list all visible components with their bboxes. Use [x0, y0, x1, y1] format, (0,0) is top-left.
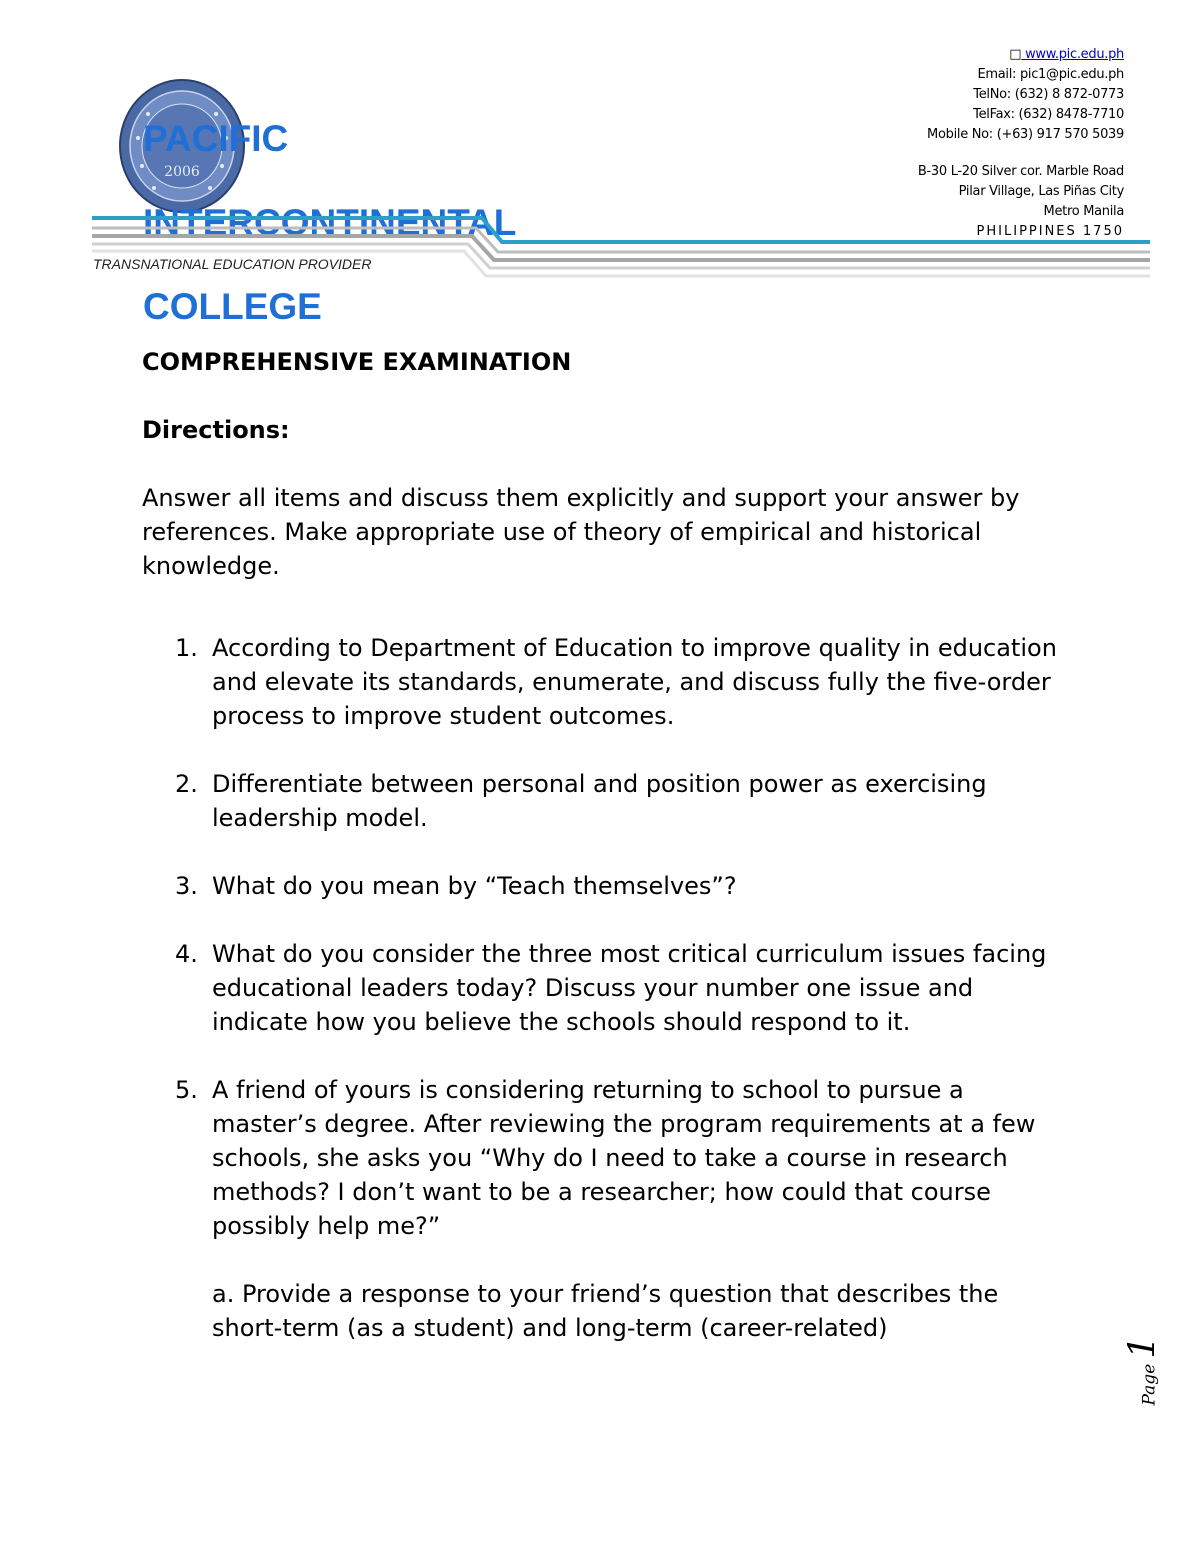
question-item [142, 767, 1072, 835]
question-number: 3. [175, 872, 198, 900]
page-word: Page [1139, 1363, 1160, 1406]
country-line: PHILIPPINES 1750 [976, 224, 1124, 239]
question-number: 5. [175, 1076, 198, 1104]
sub-question: a. Provide a response to your friend’s question that describes the short-term (as a student) and long-term (career-related) [212, 1280, 999, 1342]
question-number: 4. [175, 940, 198, 968]
website-link[interactable]: www.pic.edu.ph [1021, 47, 1124, 62]
college-name-line-3: COLLEGE [143, 286, 322, 327]
question-item [142, 1073, 1072, 1345]
address-line-2: Pilar Village, Las Piñas City [958, 184, 1124, 199]
page-number-marker [1118, 1318, 1164, 1406]
question-number: 1. [175, 634, 198, 662]
email-line: Email: pic1@pic.edu.ph [977, 67, 1124, 82]
header-rule-lines [0, 210, 1200, 290]
telfax-line: TelFax: (632) 8478-7710 [973, 107, 1124, 122]
college-name-line-1: PACIFIC [143, 118, 289, 159]
question-text: According to Department of Education to improve quality in education and elevate its standards, enumerate, and discuss fully the five-order process to improve student outcomes. [212, 634, 1057, 730]
directions-label: Directions: [142, 416, 290, 444]
question-item [142, 869, 1072, 903]
question-text: Differentiate between personal and position power as exercising leadership model. [212, 770, 987, 832]
tel-line: TelNo: (632) 8 872-0773 [973, 87, 1124, 102]
question-text: A friend of yours is considering returning to school to pursue a master’s degree. After reviewing the program requirements at a few schools, she asks you “Why do I need to take a course in research methods? I don’t want to be a researcher; how could that course possibly help me?” [212, 1076, 1036, 1240]
page-title: COMPREHENSIVE EXAMINATION [142, 348, 572, 376]
mobile-line: Mobile No: (+63) 917 570 5039 [927, 127, 1124, 142]
address-line-1: B-30 L-20 Silver cor. Marble Road [917, 164, 1124, 179]
question-item [142, 937, 1072, 1039]
address-line-3: Metro Manila [1043, 204, 1124, 219]
document-body [142, 345, 1072, 1379]
college-name-line-2: INTERCONTINENTAL [143, 202, 517, 243]
question-text: What do you consider the three most critical curriculum issues facing educational leaders today? Discuss your number one issue and indicate how you believe the schools should respond to it. [212, 940, 1047, 1036]
directions-text: Answer all items and discuss them explicitly and support your answer by references. Make appropriate use of theory of empirical and historical knowledge. [142, 484, 1020, 580]
question-list [142, 631, 1072, 1345]
question-number: 2. [175, 770, 198, 798]
page-number: 1 [1122, 1335, 1164, 1359]
question-text: What do you mean by “Teach themselves”? [212, 872, 737, 900]
globe-icon: □ [1009, 47, 1022, 62]
tagline: TRANSNATIONAL EDUCATION PROVIDER [93, 256, 372, 272]
seal-year: 2006 [164, 164, 200, 180]
question-item [142, 631, 1072, 733]
